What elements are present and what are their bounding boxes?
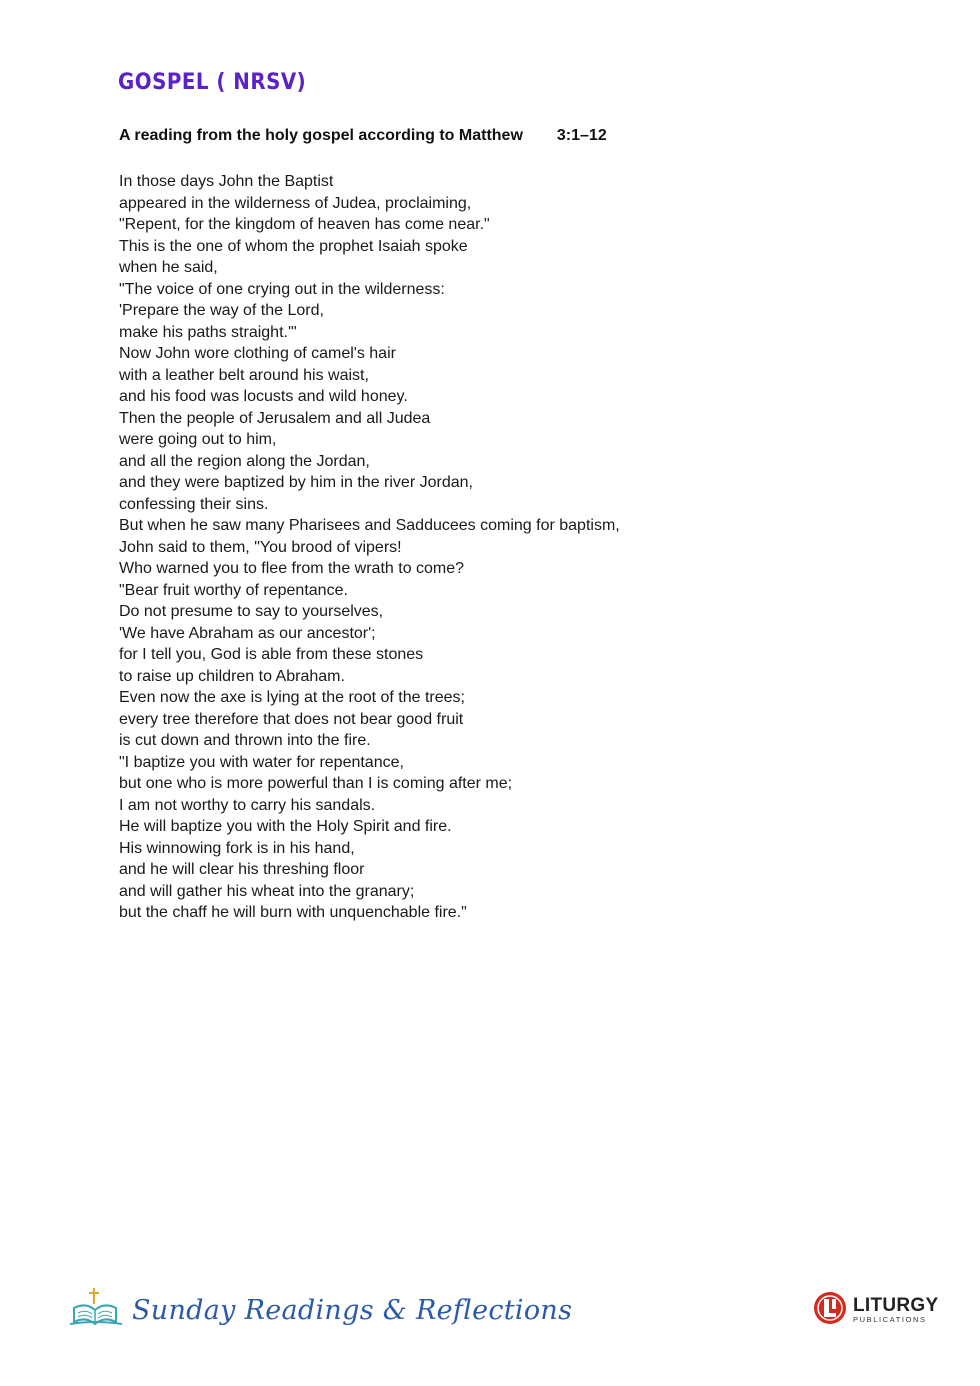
text-line: and they were baptized by him in the river Jordan, <box>119 474 473 491</box>
text-line: But when he saw many Pharisees and Sadducees coming for baptism, <box>119 517 620 534</box>
text-line: His winnowing fork is in his hand, <box>119 839 355 857</box>
text-line: appeared in the wilderness of Judea, proclaiming, <box>119 194 472 212</box>
text-line: were going out to him, <box>119 431 277 448</box>
text-line: He will baptize you with the Holy Spirit and fire. <box>119 818 452 835</box>
text-line: "Repent, for the kingdom of heaven has come near." <box>119 216 490 233</box>
text-line: Even now the axe is lying at the root of the trees; <box>119 689 465 706</box>
text-line: "Bear fruit worthy of repentance. <box>119 581 348 599</box>
text-line: when he said, <box>119 259 218 276</box>
text-line: and will gather his wheat into the granary; <box>119 882 415 900</box>
text-line: John said to them, "You brood of vipers! <box>119 538 402 556</box>
text-line: Then the people of Jerusalem and all Judea <box>119 409 431 427</box>
series-title: Sunday Readings & Reflections <box>132 1294 573 1326</box>
text-line: Who warned you to flee from the wrath to come? <box>119 560 465 577</box>
text-line: and he will clear his threshing floor <box>119 861 365 878</box>
reading-title-text: A reading from the holy gospel according to Matthew <box>119 127 523 144</box>
liturgy-logo-icon <box>812 1290 848 1331</box>
text-line: Do not presume to say to yourselves, <box>119 603 384 620</box>
text-line: but one who is more powerful than I is coming after me; <box>119 775 513 792</box>
scripture-reference: 3:1–12 <box>556 127 607 144</box>
publisher-subtitle: PUBLICATIONS <box>853 1315 927 1324</box>
text-line: "I baptize you with water for repentance, <box>119 753 404 771</box>
text-line: I am not worthy to carry his sandals. <box>119 796 376 814</box>
text-line: and all the region along the Jordan, <box>119 452 370 470</box>
text-line: In those days John the Baptist <box>119 173 334 190</box>
text-line: but the chaff he will burn with unquenchable fire." <box>119 904 467 921</box>
reading-title <box>119 127 607 145</box>
text-line: to raise up children to Abraham. <box>119 667 345 685</box>
open-book-cross-icon <box>68 1286 124 1335</box>
text-line: is cut down and thrown into the fire. <box>119 732 371 749</box>
text-line: for I tell you, God is able from these stones <box>119 646 424 663</box>
text-line: every tree therefore that does not bear good fruit <box>119 710 464 728</box>
text-line: with a leather belt around his waist, <box>119 366 369 384</box>
series-branding <box>68 1285 572 1335</box>
text-line: "The voice of one crying out in the wilderness: <box>119 280 445 298</box>
publisher-branding <box>812 1290 939 1331</box>
text-line: 'We have Abraham as our ancestor'; <box>119 624 376 642</box>
text-line: make his paths straight.'" <box>119 323 297 341</box>
page-heading: GOSPEL ( NRSV) <box>118 70 307 95</box>
text-line: This is the one of whom the prophet Isaiah spoke <box>119 237 468 255</box>
text-line: and his food was locusts and wild honey. <box>119 388 408 405</box>
text-line: 'Prepare the way of the Lord, <box>119 302 324 319</box>
publisher-name: LITURGY <box>853 1295 939 1316</box>
text-line: confessing their sins. <box>119 495 269 513</box>
gospel-text <box>119 171 620 924</box>
text-line: Now John wore clothing of camel's hair <box>119 345 396 362</box>
